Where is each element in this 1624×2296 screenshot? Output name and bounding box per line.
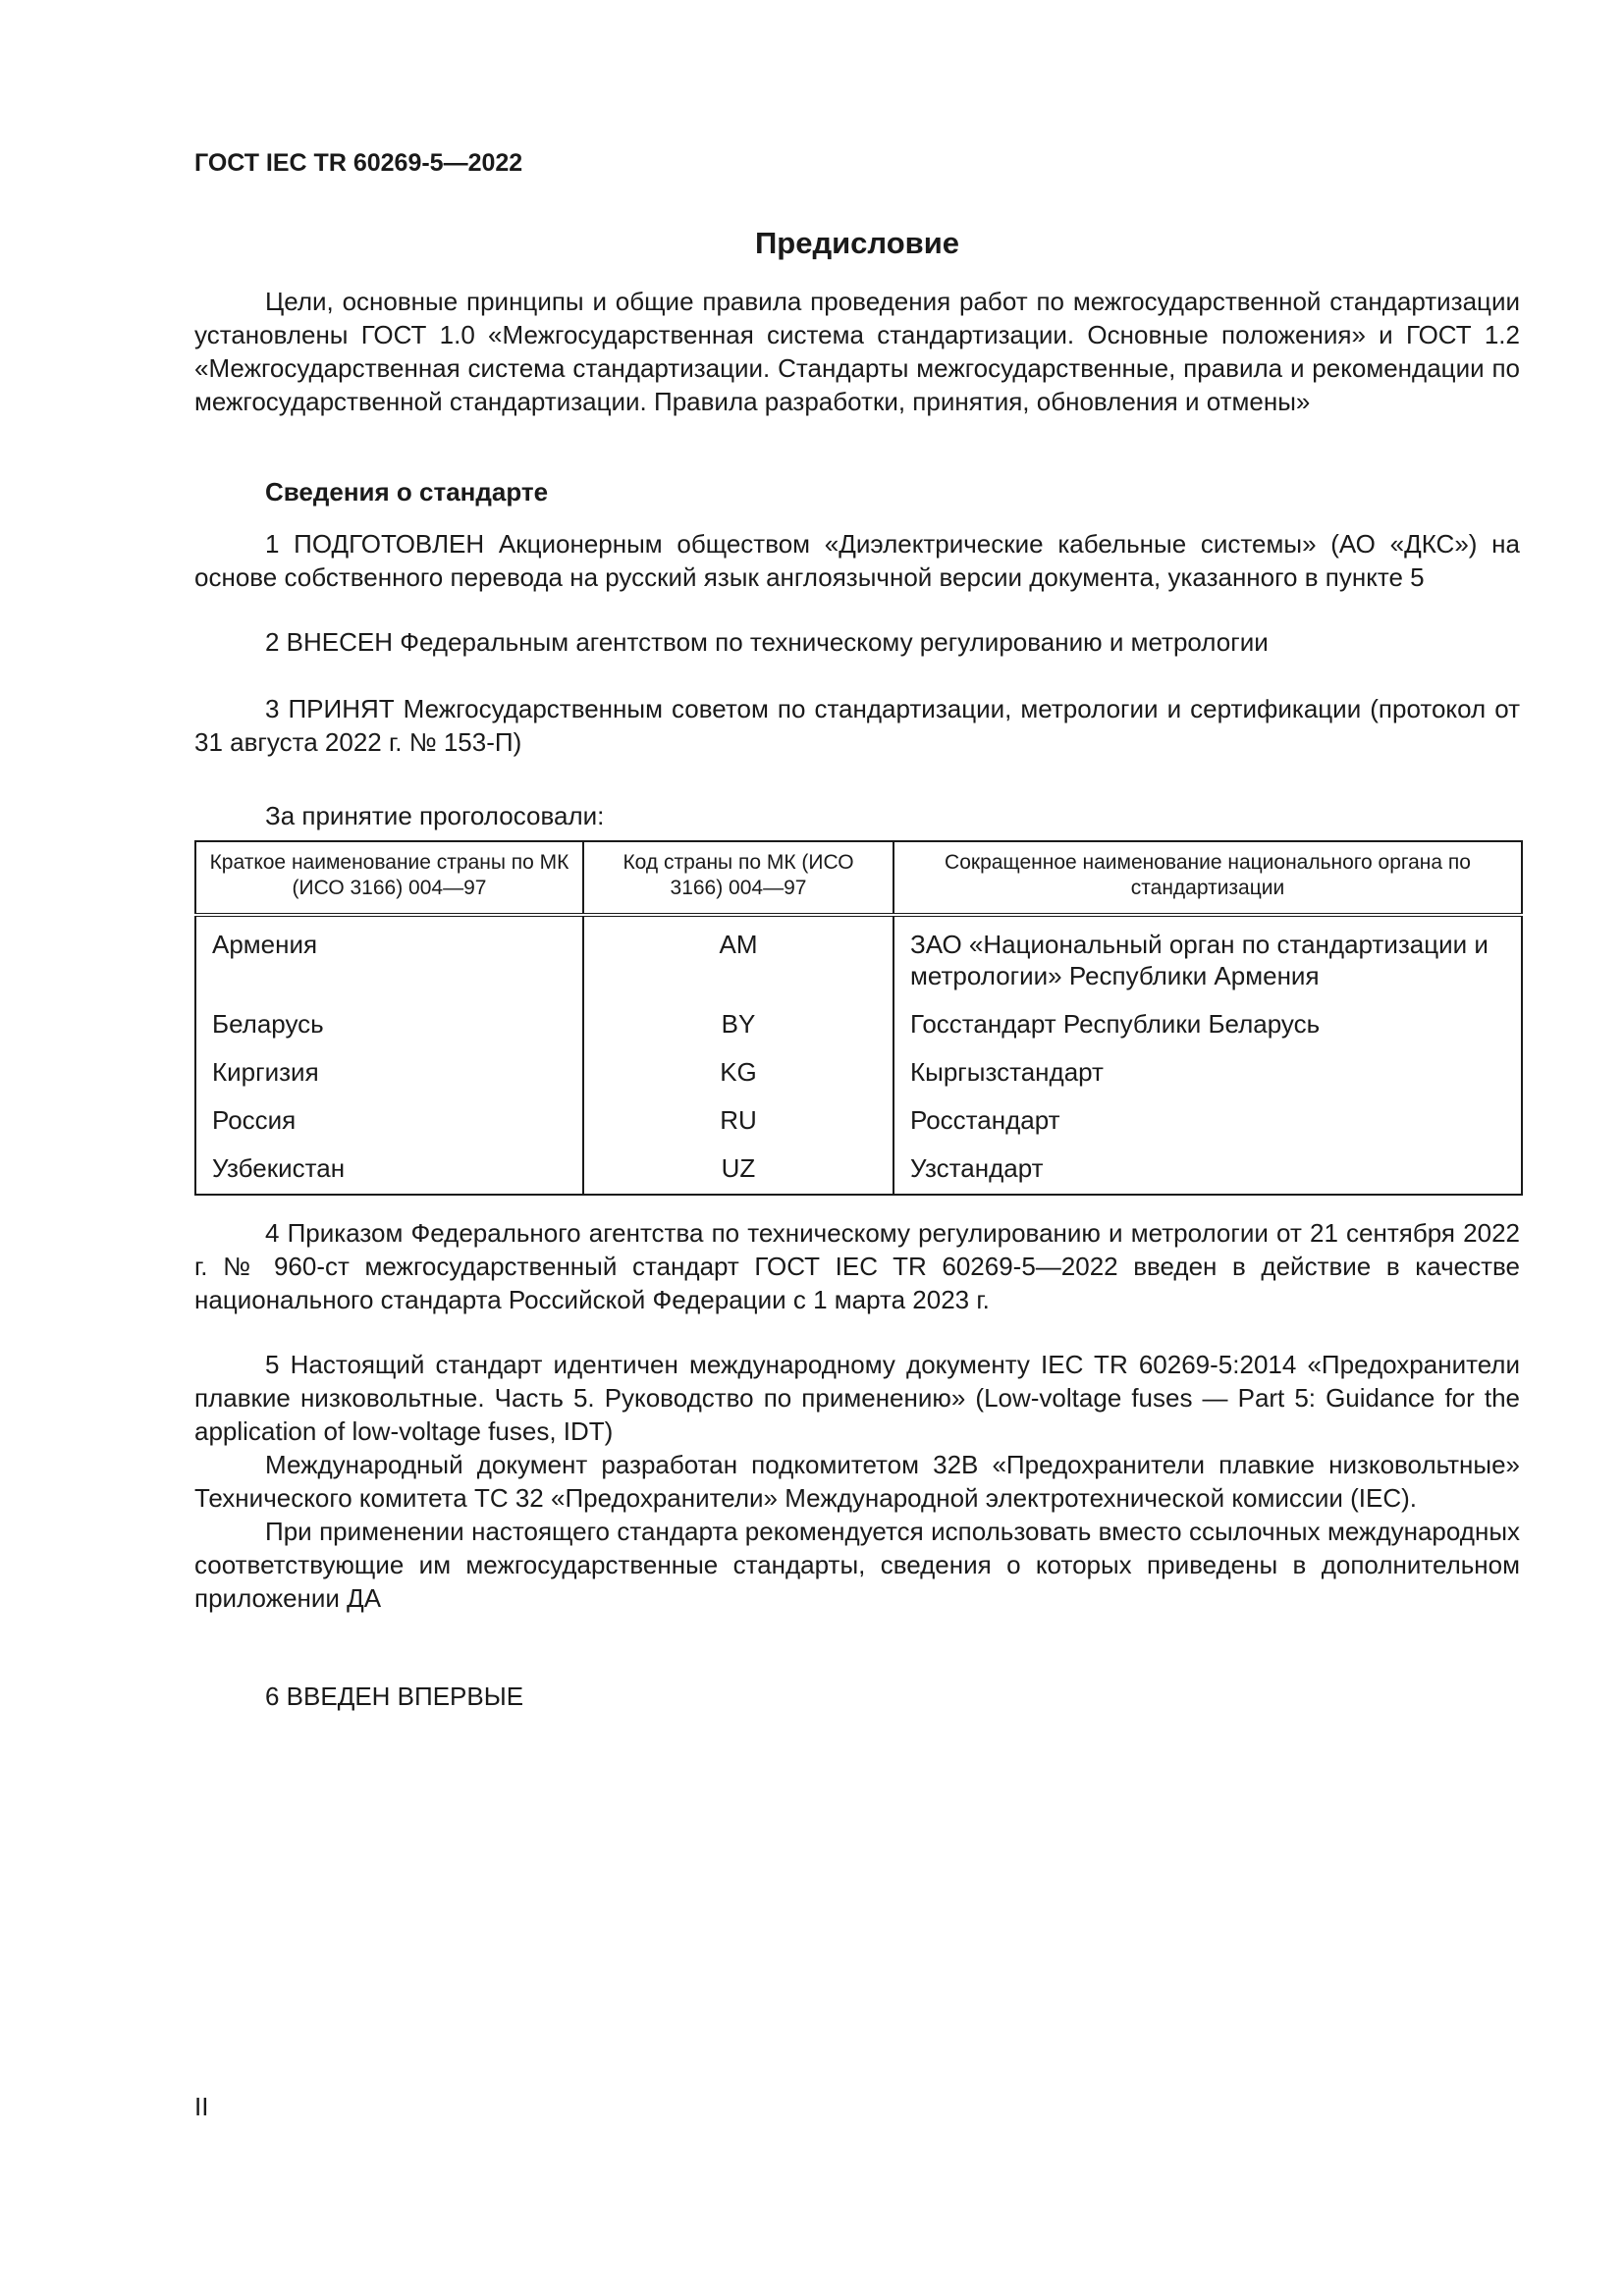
cell-code: BY xyxy=(583,991,893,1040)
item-1 xyxy=(194,527,1520,594)
item-1-text: 1 ПОДГОТОВЛЕН Акционерным обществом «Диэлектрические кабельные системы» (АО «ДКС») на основе собственного перевода на русский язык англоязычной версии документа, указанного в пункте 5 xyxy=(194,529,1520,592)
intro-paragraph xyxy=(194,285,1520,418)
header-code: Код страны по МК (ИСО 3166) 004—97 xyxy=(583,841,893,915)
cell-body: ЗАО «Национальный орган по стандартизации и метрологии» Республики Армения xyxy=(893,915,1522,991)
cell-body: Росстандарт xyxy=(893,1088,1522,1136)
item-4 xyxy=(194,1216,1520,1316)
page-title: Предисловие xyxy=(754,226,959,260)
cell-country: Армения xyxy=(195,915,583,991)
header-country: Краткое наименование страны по МК (ИСО 3166) 004—97 xyxy=(195,841,583,915)
cell-body: Госстандарт Республики Беларусь xyxy=(893,991,1522,1040)
table-row xyxy=(195,915,1522,991)
cell-country: Узбекистан xyxy=(195,1136,583,1195)
table-header-row xyxy=(195,841,1522,915)
table-row xyxy=(195,1088,1522,1136)
item-2-text: 2 ВНЕСЕН Федеральным агентством по техническому регулированию и метрологии xyxy=(265,627,1269,657)
item-3-text: 3 ПРИНЯТ Межгосударственным советом по стандартизации, метрологии и сертификации (протокол от 31 августа 2022 г. № 153-П) xyxy=(194,694,1520,757)
cell-country: Киргизия xyxy=(195,1040,583,1088)
header-body: Сокращенное наименование национального органа по стандартизации xyxy=(893,841,1522,915)
item-4-text: 4 Приказом Федерального агентства по техническому регулированию и метрологии от 21 сентября 2022 г. № 960-ст межгосударственный стандарт ГОСТ IEC TR 60269-5—2022 введен в действие в качестве национального стандарта Российской Федерации с 1 марта 2023 г. xyxy=(194,1218,1520,1314)
item-5 xyxy=(194,1348,1520,1615)
item-5-text: 5 Настоящий стандарт идентичен международному документу IEC TR 60269-5:2014 «Предохранители плавкие низковольтные. Часть 5. Руководство по применению» (Low-voltage fuses — Part 5: Guidance for the application of low-voltage fuses, IDT) xyxy=(194,1350,1520,1446)
item-5-committee-text: Международный документ разработан подкомитетом 32В «Предохранители плавкие низковольтные» Технического комитета ТС 32 «Предохранители» Международной электротехнической комиссии (IEC). xyxy=(194,1450,1520,1513)
table-row xyxy=(195,991,1522,1040)
cell-code: UZ xyxy=(583,1136,893,1195)
item-3 xyxy=(194,692,1520,759)
voting-label: За принятие проголосовали: xyxy=(265,801,605,830)
page-number: II xyxy=(194,2092,209,2121)
table-row xyxy=(195,1136,1522,1195)
voting-table xyxy=(194,840,1523,1196)
section-subheading: Сведения о стандарте xyxy=(265,477,549,507)
intro-text: Цели, основные принципы и общие правила проведения работ по межгосударственной стандартизации установлены ГОСТ 1.0 «Межгосударственная система стандартизации. Основные положения» и ГОСТ 1.2 «Межгосударственная система стандартизации. Стандарты межгосударственные, правила и рекомендации по межгосударственной стандартизации. Правила разработки, принятия, обновления и отмены» xyxy=(194,287,1520,416)
cell-code: KG xyxy=(583,1040,893,1088)
item-6-text: 6 ВВЕДЕН ВПЕРВЫЕ xyxy=(265,1682,524,1711)
cell-code: AM xyxy=(583,915,893,991)
cell-country: Беларусь xyxy=(195,991,583,1040)
cell-body: Кыргызстандарт xyxy=(893,1040,1522,1088)
item-5-references-text: При применении настоящего стандарта рекомендуется использовать вместо ссылочных международных соответствующие им межгосударственные стандарты, сведения о которых приведены в дополнительном приложении ДА xyxy=(194,1517,1520,1613)
cell-body: Узстандарт xyxy=(893,1136,1522,1195)
item-2 xyxy=(194,625,1520,659)
document-code: ГОСТ IEC TR 60269-5—2022 xyxy=(194,149,523,177)
table-row xyxy=(195,1040,1522,1088)
cell-code: RU xyxy=(583,1088,893,1136)
cell-country: Россия xyxy=(195,1088,583,1136)
item-6 xyxy=(194,1680,1520,1713)
